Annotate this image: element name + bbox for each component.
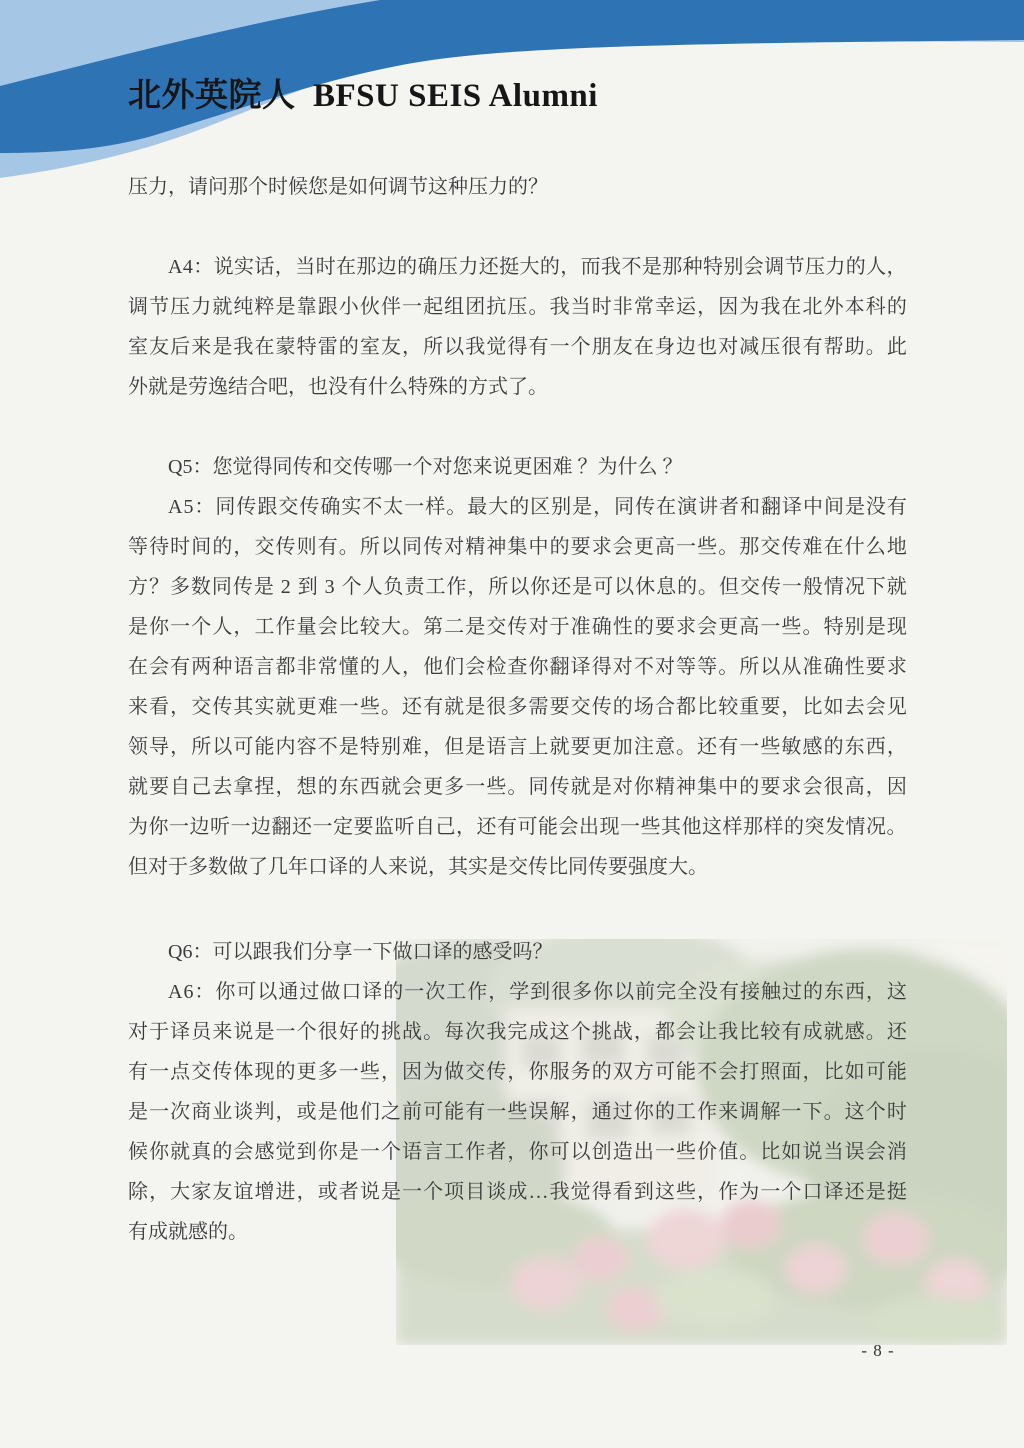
text-line: 对 于 译 员 来 说 是 一 个 很 好 的 挑 战 。 每 次 我 完 成 这 个 挑 战 ， 都 会 让 我 比 较 有 成 就 感 。 还 [128, 1021, 907, 1043]
text-line: 就 要 自 己 去 拿 捏 ， 想 的 东 西 就 会 更 多 一 些 。 同 传 就 是 对 你 精 神 集 中 的 要 求 会 很 高 ， 因 [128, 776, 907, 798]
text-line: 有成就感的。 [128, 1221, 248, 1243]
text-line: 是 你 一 个 人 ， 工 作 量 会 比 较 大 。 第 二 是 交 传 对 于 准 确 性 的 要 求 会 更 高 一 些 。 特 别 是 现 [128, 616, 907, 638]
page-number: - 8 - [861, 1341, 895, 1360]
text-line: 除 ， 大 家 友 谊 增 进 ， 或 者 说 是 一 个 项 目 谈 成 … 我 觉 得 看 到 这 些 ， 作 为 一 个 口 译 还 是 挺 [128, 1181, 907, 1203]
text-line: 但对于多数做了几年口译的人来说，其实是交传比同传要强度大。 [128, 856, 708, 878]
text-line: A 6 ： 你 可 以 通 过 做 口 译 的 一 次 工 作 ， 学 到 很 多 你 以 前 完 全 没 有 接 触 过 的 东 西 ， 这 [168, 981, 907, 1003]
text-line: A 5 ： 同 传 跟 交 传 确 实 不 太 一 样 。 最 大 的 区 别 是 ， 同 传 在 演 讲 者 和 翻 译 中 间 是 没 有 [168, 496, 907, 518]
text-line: Q6：可以跟我们分享一下做口译的感受吗？ [168, 941, 553, 963]
text-line: 方 ？ 多 数 同 传 是 2 到 3 个 人 负 责 工 作 ， 所 以 你 还 是 可 以 休 息 的 。 但 交 传 一 般 情 况 下 就 [128, 576, 907, 598]
page-title: 北外英院人 BFSU SEIS Alumni [128, 78, 598, 114]
text-line: A 4 ： 说 实 话 ， 当 时 在 那 边 的 确 压 力 还 挺 大 的 ， 而 我 不 是 那 种 特 别 会 调 节 压 力 的 人 ， [168, 256, 907, 278]
text-line: 等 待 时 间 的 ， 交 传 则 有 。 所 以 同 传 对 精 神 集 中 的 要 求 会 更 高 一 些 。 那 交 传 难 在 什 么 地 [128, 536, 907, 558]
text-line: 是 一 次 商 业 谈 判 ， 或 是 他 们 之 前 可 能 有 一 些 误 解 ， 通 过 你 的 工 作 来 调 解 一 下 。 这 个 时 [128, 1101, 907, 1123]
text-line: 领 导 ， 所 以 可 能 内 容 不 是 特 别 难 ， 但 是 语 言 上 就 要 更 加 注 意 。 还 有 一 些 敏 感 的 东 西 ， [128, 736, 907, 758]
body-text [128, 167, 907, 1252]
text-line: 调 节 压 力 就 纯 粹 是 靠 跟 小 伙 伴 一 起 组 团 抗 压 。 我 当 时 非 常 幸 运 ， 因 为 我 在 北 外 本 科 的 [128, 296, 907, 318]
text-line: 有 一 点 交 传 体 现 的 更 多 一 些 ， 因 为 做 交 传 ， 你 服 务 的 双 方 可 能 不 会 打 照 面 ， 比 如 可 能 [128, 1061, 907, 1083]
text-line: 候 你 就 真 的 会 感 觉 到 你 是 一 个 语 言 工 作 者 ， 你 可 以 创 造 出 一 些 价 值 。 比 如 说 当 误 会 消 [128, 1141, 907, 1163]
text-line: 室 友 后 来 是 我 在 蒙 特 雷 的 室 友 ， 所 以 我 觉 得 有 一 个 朋 友 在 身 边 也 对 减 压 很 有 帮 助 。 此 [128, 336, 907, 358]
text-line: 来 看 ， 交 传 其 实 就 更 难 一 些 。 还 有 就 是 很 多 需 要 交 传 的 场 合 都 比 较 重 要 ， 比 如 去 会 见 [128, 696, 907, 718]
text-line: Q5：您觉得同传和交传哪一个对您来说更困难 ？为什么 ？ [168, 456, 683, 478]
text-line: 在 会 有 两 种 语 言 都 非 常 懂 的 人 ， 他 们 会 检 查 你 翻 译 得 对 不 对 等 等 。 所 以 从 准 确 性 要 求 [128, 656, 907, 678]
text-line: 外就是劳逸结合吧，也没有什么特殊的方式了。 [128, 376, 548, 398]
text-line: 为 你 一 边 听 一 边 翻 还 一 定 要 监 听 自 己 ， 还 有 可 能 会 出 现 一 些 其 他 这 样 那 样 的 突 发 情 况 。 [128, 816, 907, 838]
text-line: 压力，请问那个时候您是如何调节这种压力的？ [128, 176, 548, 198]
